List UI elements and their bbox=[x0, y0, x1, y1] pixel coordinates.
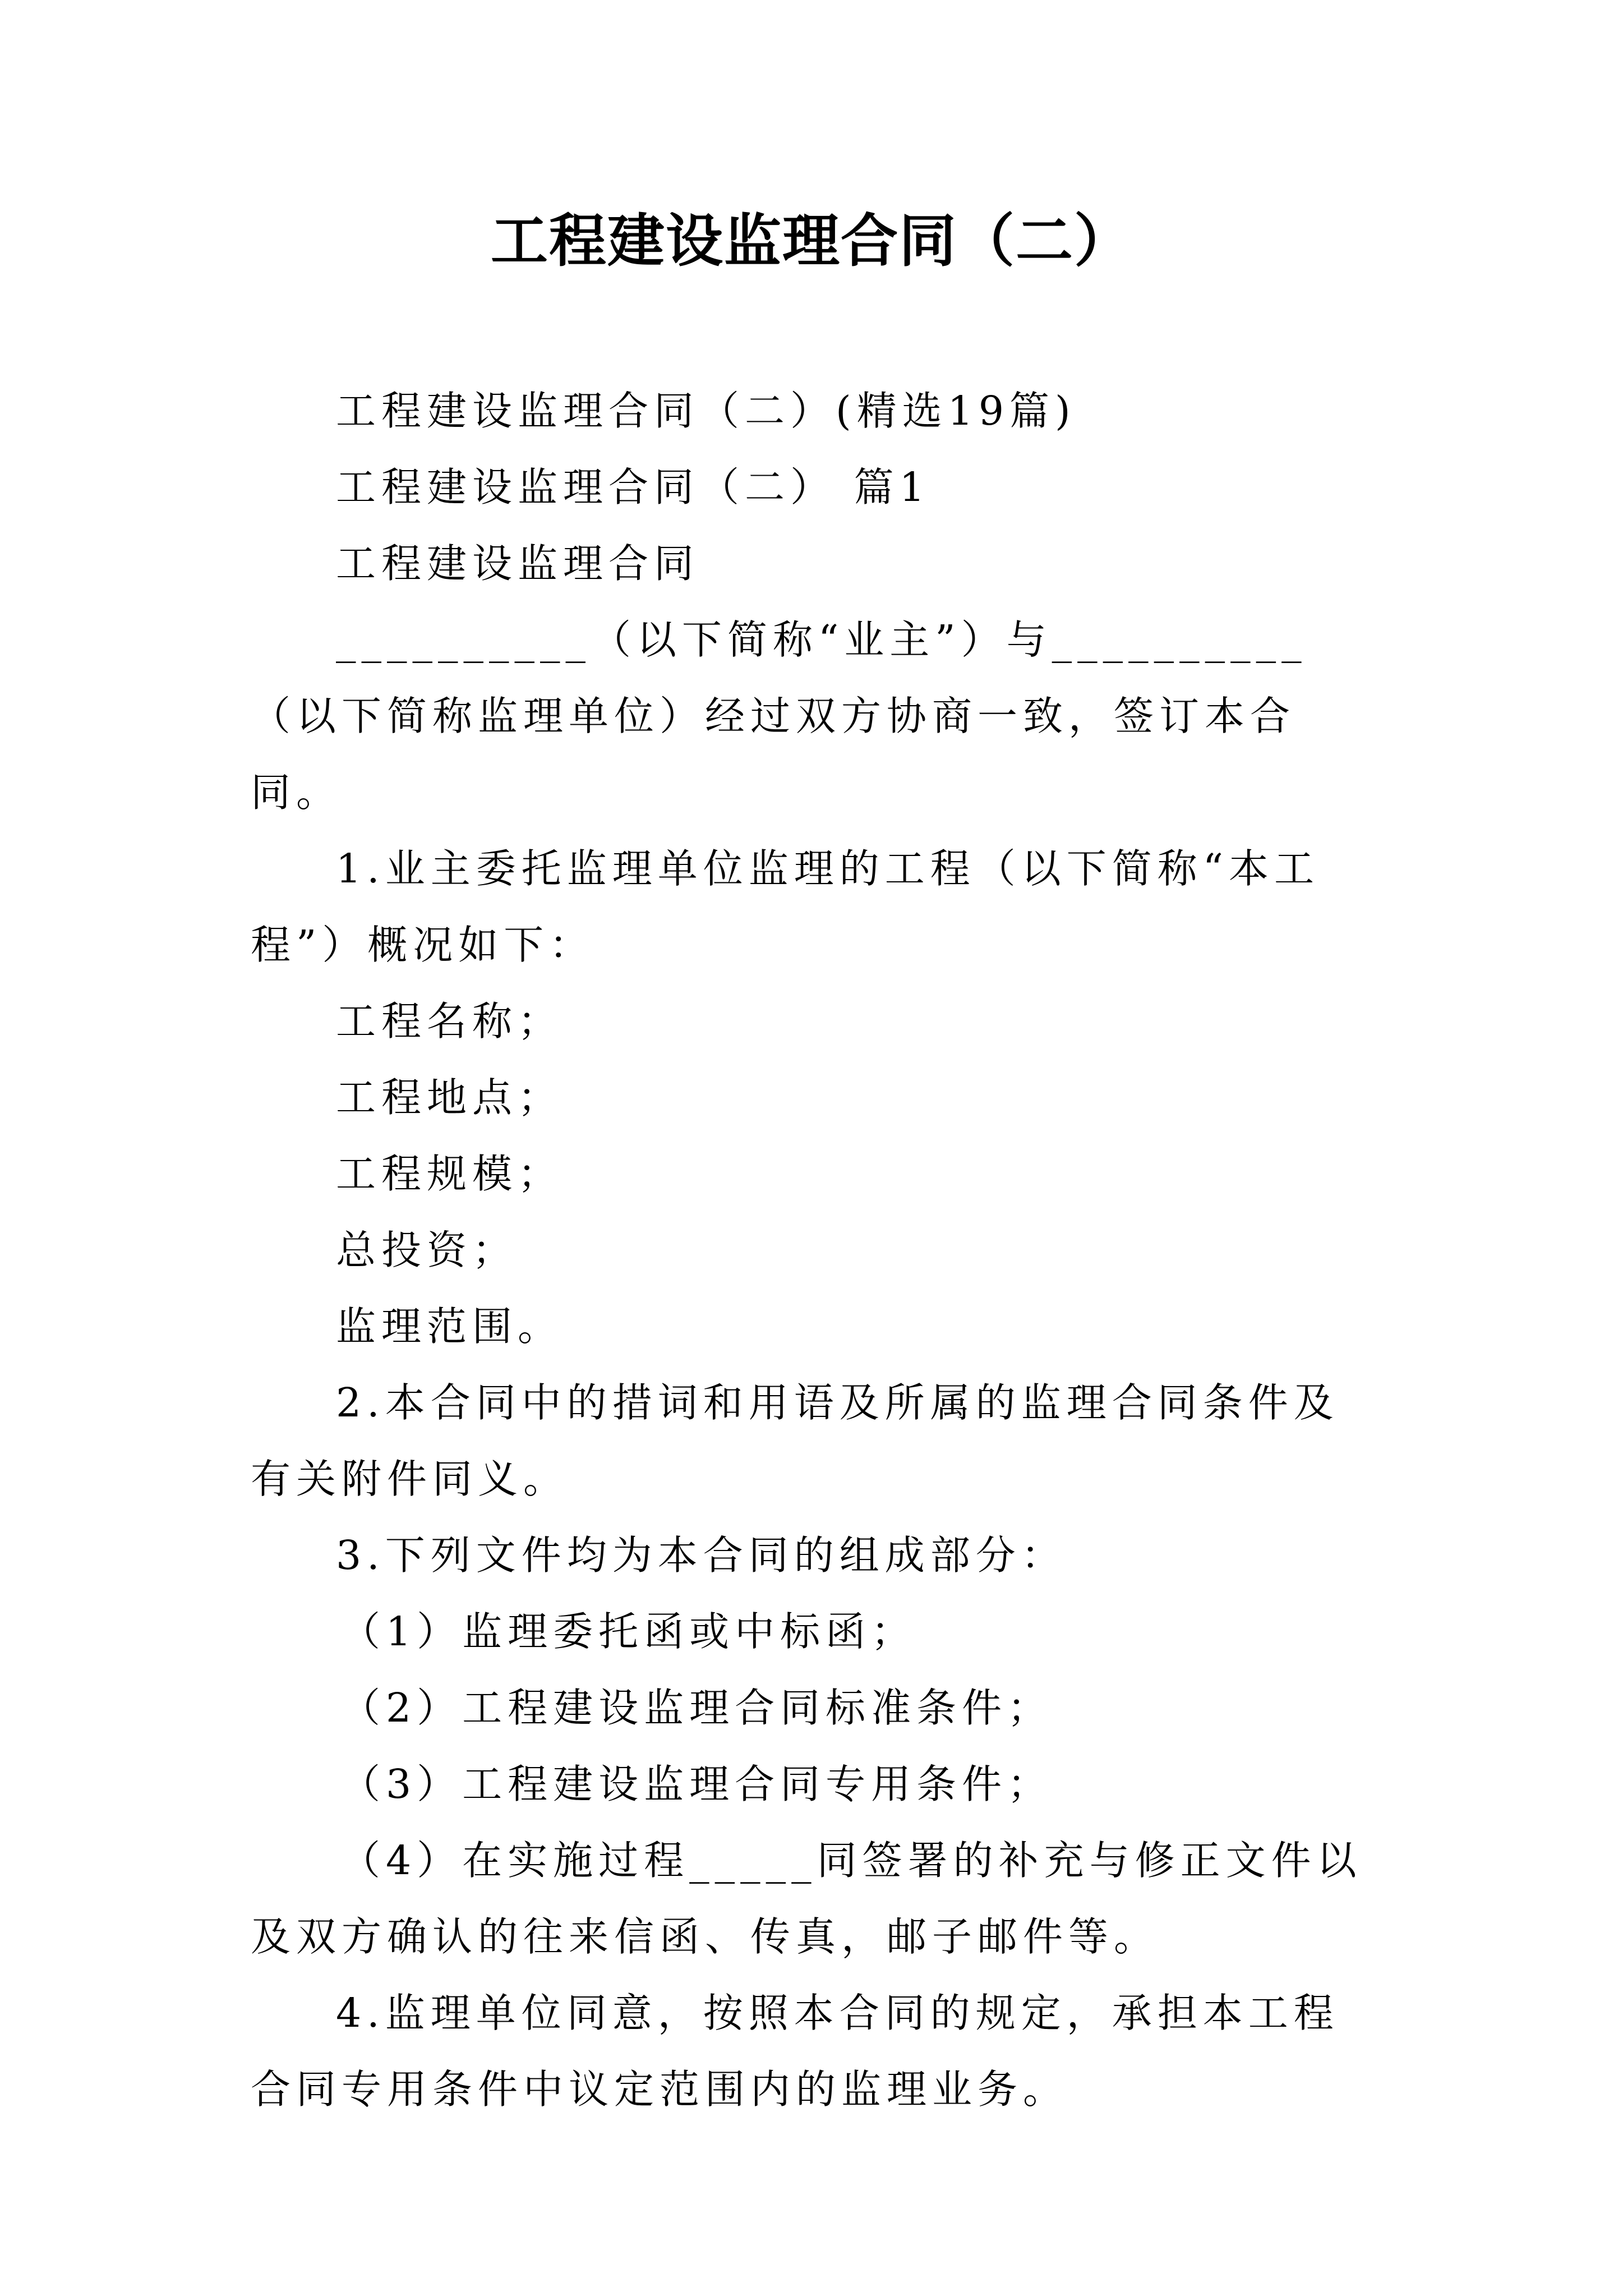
paragraph-item-3: （3）工程建设监理合同专用条件； bbox=[340, 1761, 1053, 1807]
paragraph-part-heading: 工程建设监理合同（二） 篇1 bbox=[336, 464, 930, 510]
paragraph-project-location: 工程地点； bbox=[336, 1074, 564, 1121]
paragraph-item-1: （1）监理委托函或中标函； bbox=[340, 1608, 917, 1655]
document-body bbox=[251, 373, 1384, 2128]
paragraph-project-name: 工程名称； bbox=[336, 998, 564, 1045]
paragraph-clause-3: 3.下列文件均为本合同的组成部分： bbox=[336, 1532, 1067, 1579]
paragraph-collection-heading: 工程建设监理合同（二）(精选19篇) bbox=[336, 388, 1076, 434]
paragraph-item-2: （2）工程建设监理合同标准条件； bbox=[340, 1685, 1053, 1731]
paragraph-parties: __________（以下简称“业主”）与__________（以下简称监理单位）经过双方协商一致，签订本合同。 bbox=[251, 616, 1307, 816]
paragraph-total-investment: 总投资； bbox=[336, 1227, 518, 1273]
paragraph-item-4: （4）在实施过程_____同签署的补充与修正文件以及双方确认的往来信函、传真，邮子邮件等。 bbox=[251, 1837, 1362, 1960]
paragraph-contract-heading: 工程建设监理合同 bbox=[336, 540, 700, 587]
paragraph-supervision-scope: 监理范围。 bbox=[336, 1303, 564, 1350]
paragraph-clause-2: 2.本合同中的措词和用语及所属的监理合同条件及有关附件同义。 bbox=[251, 1379, 1339, 1502]
document-title: 工程建设监理合同（二） bbox=[491, 208, 1132, 275]
paragraph-project-scale: 工程规模； bbox=[336, 1151, 564, 1197]
paragraph-clause-4: 4.监理单位同意，按照本合同的规定，承担本工程合同专用条件中议定范围内的监理业务。 bbox=[251, 1990, 1339, 2113]
paragraph-clause-1: 1.业主委托监理单位监理的工程（以下简称“本工程”）概况如下： bbox=[251, 845, 1320, 968]
